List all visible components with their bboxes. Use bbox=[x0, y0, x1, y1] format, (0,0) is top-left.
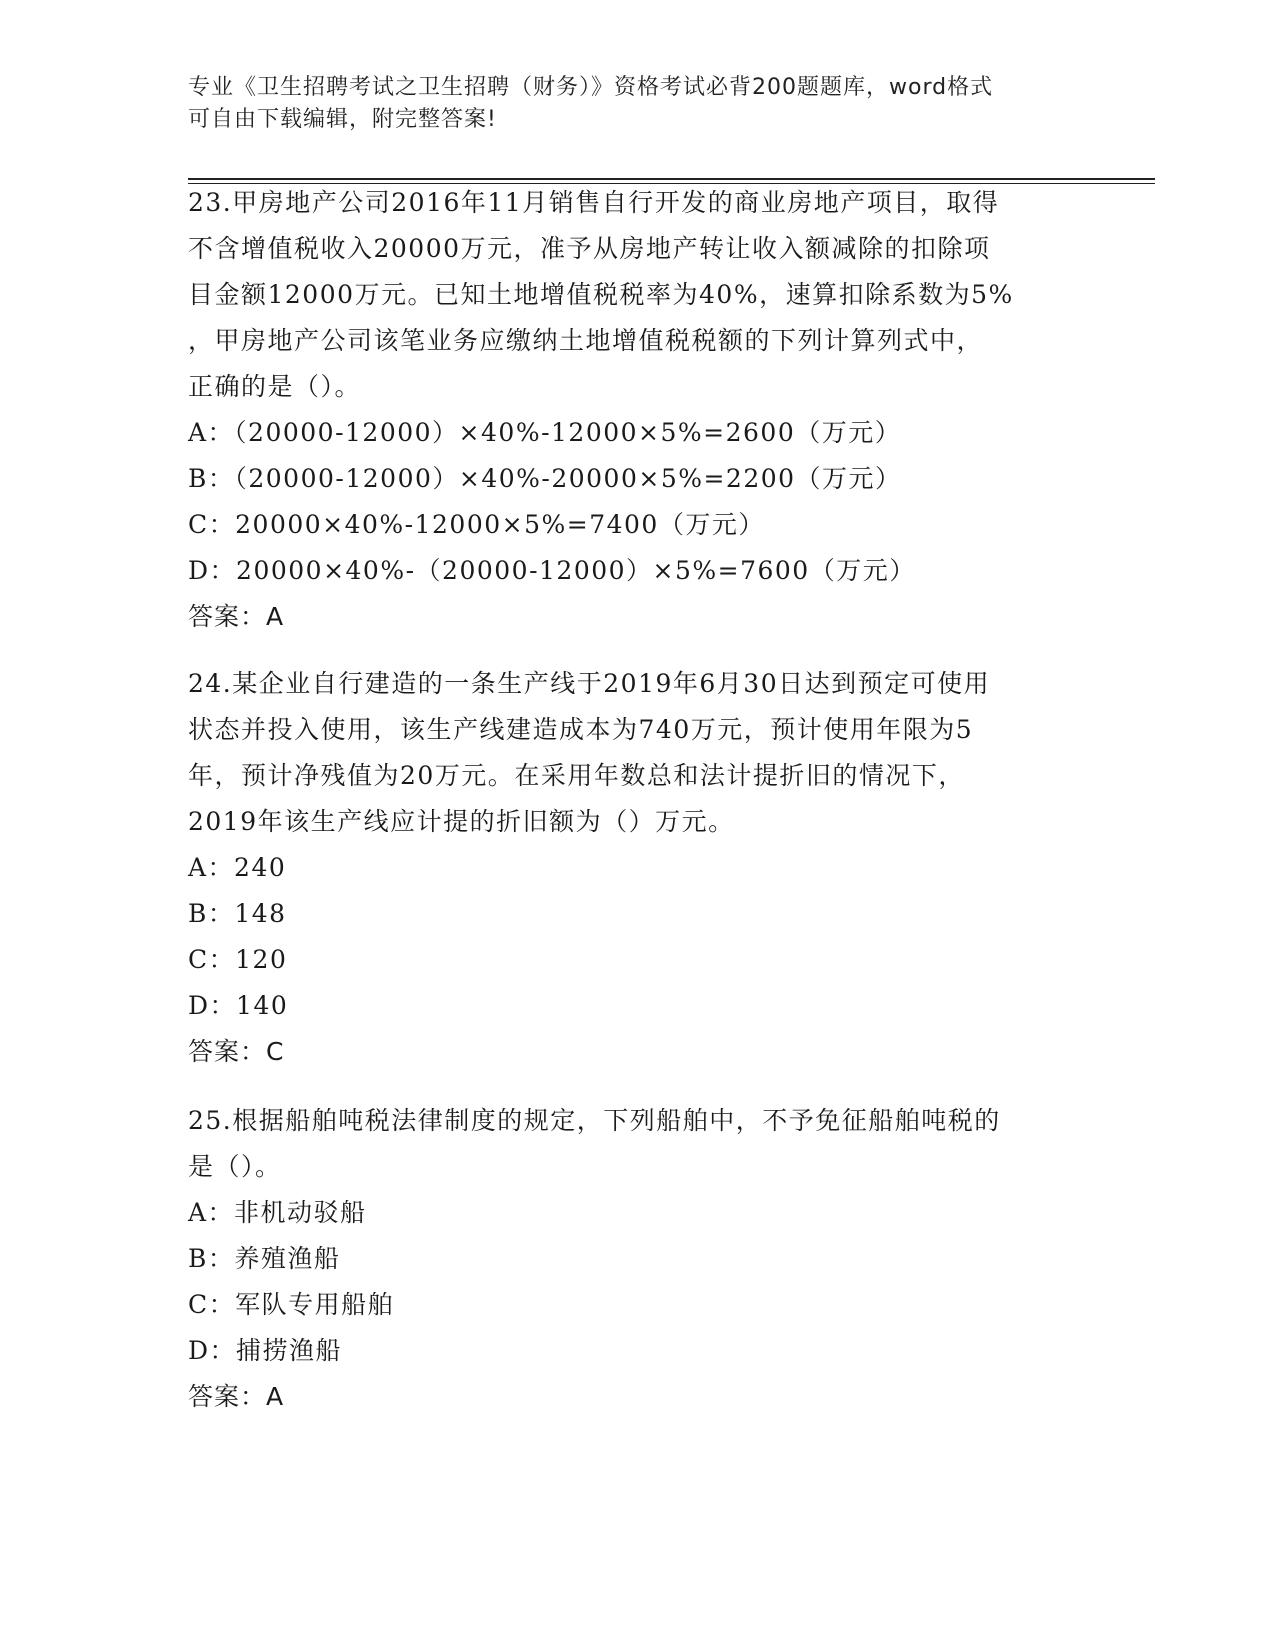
option-a: A：（20000-12000）×40%-12000×5%=2600（万元） bbox=[188, 418, 902, 447]
question-stem bbox=[188, 661, 1088, 845]
question-line: 24.某企业自行建造的一条生产线于2019年6月30日达到预定可使用 bbox=[188, 669, 991, 698]
question-stem bbox=[188, 1098, 1088, 1190]
option-a: A：240 bbox=[188, 853, 287, 882]
question-24 bbox=[188, 661, 1088, 1075]
option-b: B：（20000-12000）×40%-20000×5%=2200（万元） bbox=[188, 464, 902, 493]
document-header bbox=[188, 72, 1088, 136]
header-line-1: 专业《卫生招聘考试之卫生招聘（财务）》资格考试必背200题题库，word格式 bbox=[188, 75, 994, 100]
question-line: 正确的是（）。 bbox=[188, 372, 362, 401]
answer: 答案：C bbox=[188, 1037, 285, 1066]
option-c: C：军队专用船舶 bbox=[188, 1290, 395, 1319]
option-b: B：148 bbox=[188, 899, 287, 928]
option-d: D：捕捞渔船 bbox=[188, 1336, 343, 1365]
header-line-2: 可自由下载编辑，附完整答案! bbox=[188, 107, 497, 132]
question-line: 2019年该生产线应计提的折旧额为（）万元。 bbox=[188, 807, 735, 836]
option-c: C：120 bbox=[188, 945, 288, 974]
question-line: 状态并投入使用，该生产线建造成本为740万元，预计使用年限为5 bbox=[188, 715, 974, 744]
question-stem bbox=[188, 180, 1088, 410]
answer: 答案：A bbox=[188, 1382, 285, 1411]
question-line: ，甲房地产公司该笔业务应缴纳土地增值税税额的下列计算列式中， bbox=[188, 326, 984, 355]
question-line: 25.根据船舶吨税法律制度的规定，下列船舶中，不予免征船舶吨税的 bbox=[188, 1106, 1001, 1135]
question-line: 23.甲房地产公司2016年11月销售自行开发的商业房地产项目，取得 bbox=[188, 188, 1000, 217]
question-line: 不含增值税收入20000万元，准予从房地产转让收入额减除的扣除项 bbox=[188, 234, 991, 263]
option-c: C：20000×40%-12000×5%=7400（万元） bbox=[188, 510, 765, 539]
question-25 bbox=[188, 1098, 1088, 1420]
question-line: 目金额12000万元。已知土地增值税税率为40%，速算扣除系数为5% bbox=[188, 280, 1014, 309]
option-d: D：20000×40%-（20000-12000）×5%=7600（万元） bbox=[188, 556, 916, 585]
answer: 答案：A bbox=[188, 602, 285, 631]
option-b: B：养殖渔船 bbox=[188, 1244, 341, 1273]
question-line: 是（）。 bbox=[188, 1152, 282, 1181]
question-23 bbox=[188, 180, 1088, 640]
option-d: D：140 bbox=[188, 991, 289, 1020]
question-line: 年，预计净残值为20万元。在采用年数总和法计提折旧的情况下， bbox=[188, 761, 965, 790]
option-a: A：非机动驳船 bbox=[188, 1198, 367, 1227]
